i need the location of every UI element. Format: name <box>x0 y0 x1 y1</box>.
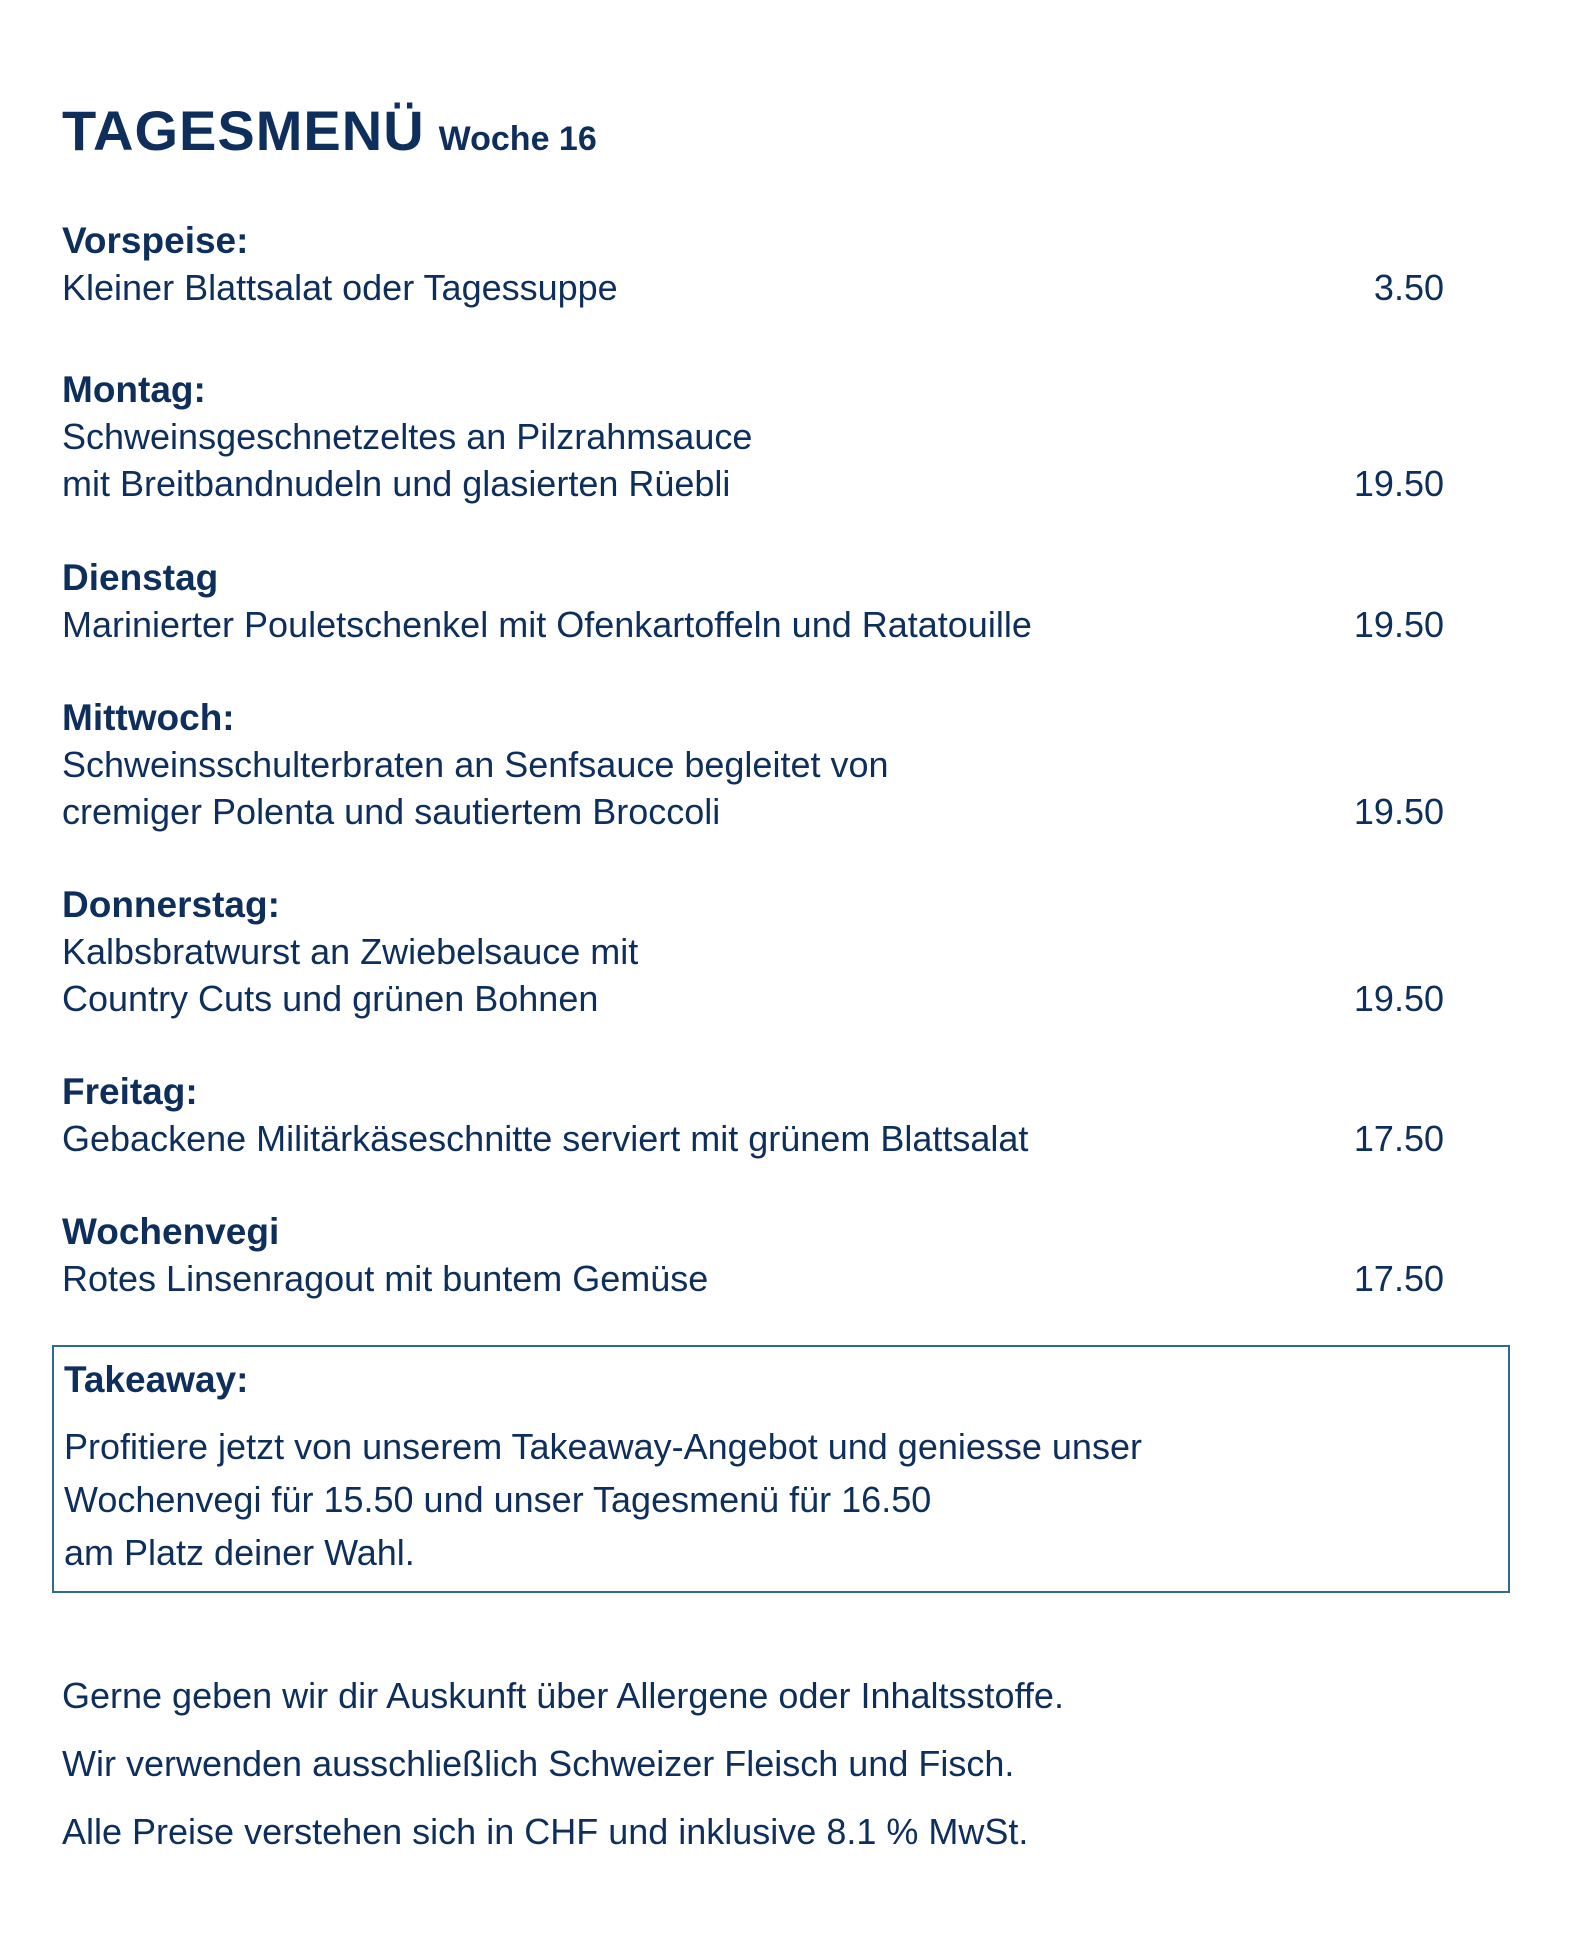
takeaway-line: Wochenvegi für 15.50 und unser Tagesmenü für 16.50 <box>64 1479 932 1520</box>
takeaway-box <box>52 1345 1510 1593</box>
dish-line: Kalbsbratwurst an Zwiebelsauce mit <box>62 931 639 972</box>
dish-description <box>62 741 1444 835</box>
menu-section-freitag <box>62 1069 1444 1162</box>
origin-note: Wir verwenden ausschließlich Schweizer Fleisch und Fisch. <box>62 1743 1015 1784</box>
menu-title: TAGESMENÜ <box>62 99 425 162</box>
week-label: Woche 16 <box>438 120 597 158</box>
menu-section-wochenvegi <box>62 1209 1444 1302</box>
menu-section-montag <box>62 367 1444 507</box>
dish-description <box>62 264 1444 311</box>
dish-line: Kleiner Blattsalat oder Tagessuppe <box>62 267 618 308</box>
dish-description <box>62 1115 1444 1162</box>
menu-section-dienstag <box>62 555 1444 648</box>
dish-line: Schweinsschulterbraten an Senfsauce begleitet von <box>62 744 889 785</box>
dish-description <box>62 928 1444 1022</box>
section-heading: Vorspeise: <box>62 220 249 261</box>
dish-line: Gebackene Militärkäseschnitte serviert mit grünem Blattsalat <box>62 1118 1029 1159</box>
dish-price: 17.50 <box>1353 1258 1444 1299</box>
section-heading: Mittwoch: <box>62 697 235 738</box>
section-heading: Dienstag <box>62 557 219 598</box>
takeaway-heading: Takeaway: <box>64 1359 249 1400</box>
dish-price: 3.50 <box>1373 267 1444 308</box>
menu-section-mittwoch <box>62 695 1444 835</box>
page-title <box>62 98 597 163</box>
dish-price: 19.50 <box>1353 791 1444 832</box>
dish-description <box>62 601 1444 648</box>
takeaway-text <box>64 1420 1142 1579</box>
dish-line: cremiger Polenta und sautiertem Broccoli <box>62 791 721 832</box>
menu-page <box>62 0 1520 1956</box>
dish-line: Country Cuts und grünen Bohnen <box>62 978 599 1019</box>
dish-description <box>62 1255 1444 1302</box>
section-heading: Freitag: <box>62 1071 198 1112</box>
menu-section-vorspeise <box>62 218 1444 311</box>
dish-line: Schweinsgeschnetzeltes an Pilzrahmsauce <box>62 416 753 457</box>
dish-price: 19.50 <box>1353 978 1444 1019</box>
allergen-note: Gerne geben wir dir Auskunft über Allergene oder Inhaltsstoffe. <box>62 1675 1064 1716</box>
section-heading: Wochenvegi <box>62 1211 280 1252</box>
dish-description <box>62 413 1444 507</box>
footer-notes <box>62 1662 1064 1866</box>
price-note: Alle Preise verstehen sich in CHF und inklusive 8.1 % MwSt. <box>62 1811 1029 1852</box>
takeaway-line: Profitiere jetzt von unserem Takeaway-Angebot und geniesse unser <box>64 1426 1142 1467</box>
section-heading: Donnerstag: <box>62 884 280 925</box>
dish-line: mit Breitbandnudeln und glasierten Rüebli <box>62 463 731 504</box>
menu-section-donnerstag <box>62 882 1444 1022</box>
dish-price: 19.50 <box>1353 463 1444 504</box>
dish-line: Rotes Linsenragout mit buntem Gemüse <box>62 1258 709 1299</box>
section-heading: Montag: <box>62 369 206 410</box>
dish-price: 17.50 <box>1353 1118 1444 1159</box>
takeaway-line: am Platz deiner Wahl. <box>64 1532 415 1573</box>
dish-line: Marinierter Pouletschenkel mit Ofenkartoffeln und Ratatouille <box>62 604 1032 645</box>
dish-price: 19.50 <box>1353 604 1444 645</box>
